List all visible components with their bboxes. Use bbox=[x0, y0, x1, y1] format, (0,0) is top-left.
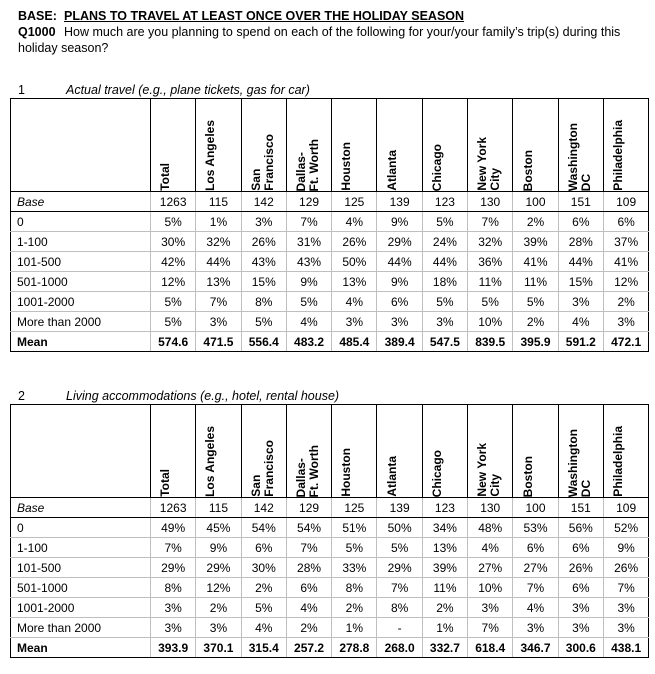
table-cell: 8% bbox=[241, 292, 286, 312]
column-header-label: Washington DC bbox=[565, 122, 593, 191]
table-cell: 3% bbox=[196, 312, 241, 332]
table-cell: 483.2 bbox=[286, 332, 331, 352]
table-cell: 2% bbox=[286, 618, 331, 638]
table-cell: - bbox=[377, 618, 422, 638]
row-label: More than 2000 bbox=[11, 312, 151, 332]
table-cell: 56% bbox=[558, 518, 603, 538]
table-cell: 3% bbox=[603, 312, 648, 332]
table-cell: 10% bbox=[468, 312, 513, 332]
table-cell: 41% bbox=[603, 252, 648, 272]
table-cell: 54% bbox=[241, 518, 286, 538]
table-cell: 6% bbox=[513, 538, 558, 558]
table-cell: 12% bbox=[603, 272, 648, 292]
column-header-label: Philadelphia bbox=[611, 120, 626, 191]
table-cell: 129 bbox=[286, 498, 331, 518]
row-label: More than 2000 bbox=[11, 618, 151, 638]
base-line bbox=[18, 8, 648, 24]
table-cell: 3% bbox=[332, 312, 377, 332]
table-cell: 125 bbox=[332, 192, 377, 212]
table-cell: 556.4 bbox=[241, 332, 286, 352]
table-cell: 3% bbox=[558, 618, 603, 638]
table-cell: 41% bbox=[513, 252, 558, 272]
table-cell: 591.2 bbox=[558, 332, 603, 352]
column-header bbox=[468, 99, 513, 192]
table-cell: 13% bbox=[332, 272, 377, 292]
table-cell: 346.7 bbox=[513, 638, 558, 658]
table-cell: 32% bbox=[468, 232, 513, 252]
table-cell: 31% bbox=[286, 232, 331, 252]
table-cell: 4% bbox=[286, 598, 331, 618]
column-header-label: Washington DC bbox=[565, 428, 593, 497]
column-header bbox=[196, 405, 241, 498]
table-cell: 130 bbox=[468, 192, 513, 212]
table-cell: 389.4 bbox=[377, 332, 422, 352]
column-header-label: Los Angeles bbox=[203, 426, 218, 497]
section-number: 1 bbox=[18, 83, 25, 97]
table-cell: 3% bbox=[151, 618, 196, 638]
table-cell: 2% bbox=[603, 292, 648, 312]
section-number: 2 bbox=[18, 389, 25, 403]
column-header bbox=[286, 405, 331, 498]
report-header bbox=[18, 8, 648, 56]
table-cell: 300.6 bbox=[558, 638, 603, 658]
section-title-text: Actual travel (e.g., plane tickets, gas for car) bbox=[66, 83, 310, 97]
column-header bbox=[603, 99, 648, 192]
table-cell: 6% bbox=[241, 538, 286, 558]
row-label: Base bbox=[11, 498, 151, 518]
table-row bbox=[11, 638, 649, 658]
table-cell: 26% bbox=[241, 232, 286, 252]
table-cell: 37% bbox=[603, 232, 648, 252]
table-cell: 4% bbox=[468, 538, 513, 558]
table-cell: 39% bbox=[513, 232, 558, 252]
column-header-label: Houston bbox=[339, 448, 354, 497]
table-cell: 332.7 bbox=[422, 638, 467, 658]
table-cell: 438.1 bbox=[603, 638, 648, 658]
table-cell: 4% bbox=[241, 618, 286, 638]
table-cell: 109 bbox=[603, 498, 648, 518]
table-cell: 11% bbox=[422, 578, 467, 598]
column-header-label: Dallas- Ft. Worth bbox=[294, 138, 322, 191]
table-cell: 29% bbox=[377, 558, 422, 578]
column-header bbox=[241, 405, 286, 498]
table-row bbox=[11, 498, 649, 518]
column-header-label: Boston bbox=[520, 455, 535, 497]
table-cell: 13% bbox=[196, 272, 241, 292]
table-cell: 15% bbox=[241, 272, 286, 292]
table-cell: 5% bbox=[151, 292, 196, 312]
table-cell: 142 bbox=[241, 192, 286, 212]
column-header bbox=[513, 99, 558, 192]
table-cell: 44% bbox=[422, 252, 467, 272]
table-cell: 1263 bbox=[151, 498, 196, 518]
table-row bbox=[11, 332, 649, 352]
corner-cell bbox=[11, 405, 151, 498]
table-cell: 29% bbox=[151, 558, 196, 578]
table-cell: 26% bbox=[332, 232, 377, 252]
table-cell: 3% bbox=[377, 312, 422, 332]
table-cell: 395.9 bbox=[513, 332, 558, 352]
row-label: 1-100 bbox=[11, 232, 151, 252]
table-cell: 29% bbox=[377, 232, 422, 252]
table-cell: 3% bbox=[422, 312, 467, 332]
section-title-text: Living accommodations (e.g., hotel, rental house) bbox=[66, 389, 340, 403]
table-row bbox=[11, 192, 649, 212]
column-header-row bbox=[11, 405, 649, 498]
table-cell: 50% bbox=[377, 518, 422, 538]
table-cell: 129 bbox=[286, 192, 331, 212]
table-cell: 151 bbox=[558, 498, 603, 518]
section-living-accommodations bbox=[10, 388, 648, 658]
column-header-label: Total bbox=[158, 163, 173, 191]
column-header bbox=[422, 405, 467, 498]
table-cell: 43% bbox=[241, 252, 286, 272]
table-cell: 2% bbox=[196, 598, 241, 618]
table-cell: 472.1 bbox=[603, 332, 648, 352]
table-cell: 54% bbox=[286, 518, 331, 538]
table-cell: 2% bbox=[513, 312, 558, 332]
column-header-label: Philadelphia bbox=[611, 426, 626, 497]
table-row bbox=[11, 312, 649, 332]
table-cell: 6% bbox=[558, 578, 603, 598]
column-header bbox=[558, 405, 603, 498]
column-header bbox=[422, 99, 467, 192]
table-cell: 5% bbox=[468, 292, 513, 312]
section-actual-travel bbox=[10, 82, 648, 352]
table-cell: 43% bbox=[286, 252, 331, 272]
table-cell: 49% bbox=[151, 518, 196, 538]
table-cell: 6% bbox=[377, 292, 422, 312]
column-header-label: Total bbox=[158, 469, 173, 497]
table-cell: 7% bbox=[468, 212, 513, 232]
column-header-label: Atlanta bbox=[384, 150, 399, 191]
table-cell: 618.4 bbox=[468, 638, 513, 658]
column-header bbox=[468, 405, 513, 498]
table-row bbox=[11, 518, 649, 538]
table-cell: 4% bbox=[286, 312, 331, 332]
table-cell: 5% bbox=[513, 292, 558, 312]
column-header bbox=[286, 99, 331, 192]
row-label: 1001-2000 bbox=[11, 598, 151, 618]
row-label: Mean bbox=[11, 332, 151, 352]
column-header-label: New York City bbox=[475, 137, 503, 191]
table-cell: 52% bbox=[603, 518, 648, 538]
table-cell: 109 bbox=[603, 192, 648, 212]
column-header-row bbox=[11, 99, 649, 192]
table-cell: 574.6 bbox=[151, 332, 196, 352]
table-cell: 42% bbox=[151, 252, 196, 272]
table-cell: 7% bbox=[286, 538, 331, 558]
column-header bbox=[241, 99, 286, 192]
table-cell: 11% bbox=[468, 272, 513, 292]
row-label: Mean bbox=[11, 638, 151, 658]
table-cell: 4% bbox=[513, 598, 558, 618]
row-label: 0 bbox=[11, 212, 151, 232]
table-cell: 123 bbox=[422, 192, 467, 212]
row-label: Base bbox=[11, 192, 151, 212]
table-cell: 139 bbox=[377, 498, 422, 518]
table-cell: 1263 bbox=[151, 192, 196, 212]
row-label: 1-100 bbox=[11, 538, 151, 558]
table-row bbox=[11, 272, 649, 292]
table-cell: 7% bbox=[196, 292, 241, 312]
table-cell: 26% bbox=[558, 558, 603, 578]
section-title bbox=[10, 388, 648, 404]
column-header-label: Houston bbox=[339, 142, 354, 191]
table-cell: 53% bbox=[513, 518, 558, 538]
table-cell: 7% bbox=[286, 212, 331, 232]
table-cell: 9% bbox=[377, 212, 422, 232]
table-row bbox=[11, 618, 649, 638]
column-header-label: San Francisco bbox=[248, 134, 276, 191]
column-header bbox=[151, 405, 196, 498]
table-cell: 315.4 bbox=[241, 638, 286, 658]
table-cell: 32% bbox=[196, 232, 241, 252]
table-cell: 4% bbox=[332, 212, 377, 232]
table-cell: 8% bbox=[332, 578, 377, 598]
table-cell: 30% bbox=[151, 232, 196, 252]
table-cell: 268.0 bbox=[377, 638, 422, 658]
column-header-label: Los Angeles bbox=[203, 120, 218, 191]
table-cell: 2% bbox=[332, 598, 377, 618]
table-cell: 278.8 bbox=[332, 638, 377, 658]
table-cell: 7% bbox=[377, 578, 422, 598]
table-cell: 5% bbox=[377, 538, 422, 558]
table-row bbox=[11, 232, 649, 252]
column-header bbox=[603, 405, 648, 498]
table-cell: 50% bbox=[332, 252, 377, 272]
table-cell: 29% bbox=[196, 558, 241, 578]
table-cell: 7% bbox=[151, 538, 196, 558]
question-id: Q1000 bbox=[18, 25, 56, 39]
table-cell: 33% bbox=[332, 558, 377, 578]
table-cell: 24% bbox=[422, 232, 467, 252]
table-cell: 8% bbox=[377, 598, 422, 618]
table-cell: 8% bbox=[151, 578, 196, 598]
table-cell: 44% bbox=[196, 252, 241, 272]
table-cell: 36% bbox=[468, 252, 513, 272]
base-label: BASE: bbox=[18, 9, 57, 23]
table-cell: 28% bbox=[558, 232, 603, 252]
column-header-label: Chicago bbox=[429, 143, 444, 191]
table-cell: 3% bbox=[196, 618, 241, 638]
table-row bbox=[11, 598, 649, 618]
row-label: 501-1000 bbox=[11, 578, 151, 598]
column-header-label: San Francisco bbox=[248, 440, 276, 497]
table-cell: 9% bbox=[286, 272, 331, 292]
table-row bbox=[11, 558, 649, 578]
table-cell: 10% bbox=[468, 578, 513, 598]
column-header-label: Boston bbox=[520, 149, 535, 191]
column-header bbox=[558, 99, 603, 192]
table-cell: 115 bbox=[196, 498, 241, 518]
table-cell: 26% bbox=[603, 558, 648, 578]
row-label: 1001-2000 bbox=[11, 292, 151, 312]
table-cell: 257.2 bbox=[286, 638, 331, 658]
table-cell: 6% bbox=[558, 212, 603, 232]
table-cell: 151 bbox=[558, 192, 603, 212]
table-cell: 12% bbox=[151, 272, 196, 292]
table-cell: 3% bbox=[151, 598, 196, 618]
table-cell: 547.5 bbox=[422, 332, 467, 352]
table-cell: 13% bbox=[422, 538, 467, 558]
table-cell: 5% bbox=[151, 312, 196, 332]
table-cell: 2% bbox=[241, 578, 286, 598]
table-cell: 6% bbox=[286, 578, 331, 598]
section-title bbox=[10, 82, 648, 98]
table-cell: 7% bbox=[603, 578, 648, 598]
column-header-label: Dallas- Ft. Worth bbox=[294, 444, 322, 497]
table-cell: 3% bbox=[513, 618, 558, 638]
table-cell: 5% bbox=[241, 312, 286, 332]
table-cell: 3% bbox=[603, 598, 648, 618]
table-cell: 4% bbox=[558, 312, 603, 332]
table-cell: 12% bbox=[196, 578, 241, 598]
table-cell: 2% bbox=[422, 598, 467, 618]
row-label: 101-500 bbox=[11, 252, 151, 272]
table-cell: 5% bbox=[241, 598, 286, 618]
table-cell: 6% bbox=[603, 212, 648, 232]
table-cell: 5% bbox=[422, 292, 467, 312]
table-cell: 5% bbox=[332, 538, 377, 558]
table-cell: 142 bbox=[241, 498, 286, 518]
column-header-label: Chicago bbox=[429, 449, 444, 497]
table-cell: 51% bbox=[332, 518, 377, 538]
table-cell: 5% bbox=[286, 292, 331, 312]
table-cell: 27% bbox=[513, 558, 558, 578]
table-row bbox=[11, 212, 649, 232]
table-cell: 370.1 bbox=[196, 638, 241, 658]
table-row bbox=[11, 252, 649, 272]
column-header bbox=[151, 99, 196, 192]
table-cell: 6% bbox=[558, 538, 603, 558]
corner-cell bbox=[11, 99, 151, 192]
column-header bbox=[377, 99, 422, 192]
table-cell: 125 bbox=[332, 498, 377, 518]
table-row bbox=[11, 292, 649, 312]
table-cell: 139 bbox=[377, 192, 422, 212]
table-cell: 7% bbox=[513, 578, 558, 598]
table-cell: 3% bbox=[468, 598, 513, 618]
column-header bbox=[332, 99, 377, 192]
table-cell: 9% bbox=[603, 538, 648, 558]
table-cell: 3% bbox=[241, 212, 286, 232]
table-cell: 3% bbox=[558, 292, 603, 312]
table-cell: 100 bbox=[513, 192, 558, 212]
data-table bbox=[10, 98, 649, 352]
table-cell: 485.4 bbox=[332, 332, 377, 352]
table-cell: 2% bbox=[513, 212, 558, 232]
table-cell: 39% bbox=[422, 558, 467, 578]
table-cell: 44% bbox=[558, 252, 603, 272]
table-cell: 44% bbox=[377, 252, 422, 272]
row-label: 0 bbox=[11, 518, 151, 538]
table-cell: 1% bbox=[332, 618, 377, 638]
table-cell: 130 bbox=[468, 498, 513, 518]
question-text: How much are you planning to spend on each of the following for your/your family’s trip(s) during this holiday season? bbox=[18, 25, 621, 55]
row-label: 501-1000 bbox=[11, 272, 151, 292]
table-cell: 7% bbox=[468, 618, 513, 638]
table-cell: 9% bbox=[196, 538, 241, 558]
table-row bbox=[11, 578, 649, 598]
table-cell: 4% bbox=[332, 292, 377, 312]
table-cell: 123 bbox=[422, 498, 467, 518]
row-label: 101-500 bbox=[11, 558, 151, 578]
table-cell: 1% bbox=[196, 212, 241, 232]
column-header bbox=[196, 99, 241, 192]
table-cell: 34% bbox=[422, 518, 467, 538]
table-cell: 9% bbox=[377, 272, 422, 292]
table-row bbox=[11, 538, 649, 558]
column-header bbox=[332, 405, 377, 498]
table-cell: 839.5 bbox=[468, 332, 513, 352]
table-cell: 30% bbox=[241, 558, 286, 578]
column-header-label: New York City bbox=[475, 443, 503, 497]
table-cell: 27% bbox=[468, 558, 513, 578]
table-cell: 18% bbox=[422, 272, 467, 292]
table-cell: 115 bbox=[196, 192, 241, 212]
data-table bbox=[10, 404, 649, 658]
column-header bbox=[377, 405, 422, 498]
table-cell: 5% bbox=[422, 212, 467, 232]
column-header bbox=[513, 405, 558, 498]
table-cell: 3% bbox=[558, 598, 603, 618]
table-cell: 48% bbox=[468, 518, 513, 538]
table-cell: 100 bbox=[513, 498, 558, 518]
table-cell: 45% bbox=[196, 518, 241, 538]
table-cell: 3% bbox=[603, 618, 648, 638]
question-line bbox=[18, 24, 648, 56]
table-cell: 1% bbox=[422, 618, 467, 638]
table-cell: 11% bbox=[513, 272, 558, 292]
table-cell: 471.5 bbox=[196, 332, 241, 352]
table-cell: 28% bbox=[286, 558, 331, 578]
table-cell: 393.9 bbox=[151, 638, 196, 658]
column-header-label: Atlanta bbox=[384, 456, 399, 497]
table-cell: 5% bbox=[151, 212, 196, 232]
table-cell: 15% bbox=[558, 272, 603, 292]
base-text: PLANS TO TRAVEL AT LEAST ONCE OVER THE HOLIDAY SEASON bbox=[64, 9, 465, 23]
